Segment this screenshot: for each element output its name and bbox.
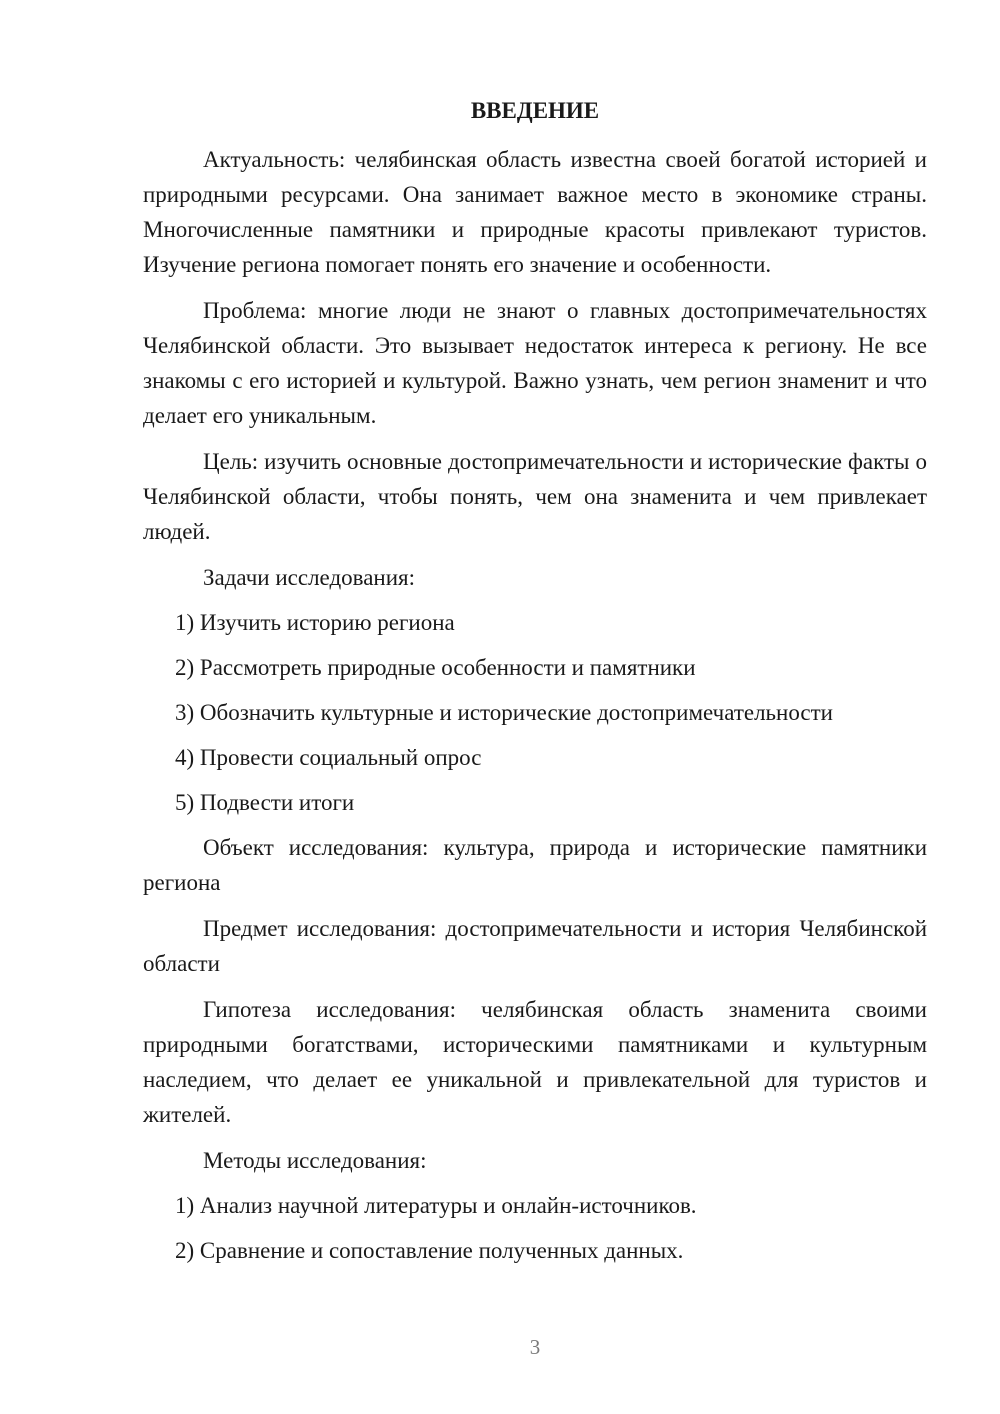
object-paragraph: Объект исследования: культура, природа и исторические памятники региона xyxy=(143,835,927,895)
tasks-list xyxy=(143,605,927,820)
list-item: 4) Провести социальный опрос xyxy=(175,745,482,770)
hypothesis-paragraph: Гипотеза исследования: челябинская область знаменита своими природными богатствами, историческими памятниками и культурным наследием, что делает ее уникальной и привлекательной для туристов и жителей. xyxy=(143,997,927,1127)
list-item: 1) Изучить историю региона xyxy=(175,610,455,635)
list-item: 2) Сравнение и сопоставление полученных данных. xyxy=(175,1238,684,1263)
problem-paragraph: Проблема: многие люди не знают о главных достопримечательностях Челябинской области. Это вызывает недостаток интереса к региону. Не все знакомы с его историей и культурой. Важно узнать, чем регион знаменит и что делает его уникальным. xyxy=(143,298,927,428)
page-number: 3 xyxy=(529,1335,541,1359)
section-title: ВВЕДЕНИЕ xyxy=(470,98,600,123)
list-item: 1) Анализ научной литературы и онлайн-источников. xyxy=(175,1193,697,1218)
methods-list xyxy=(143,1188,927,1268)
methods-heading: Методы исследования: xyxy=(203,1148,427,1173)
tasks-heading: Задачи исследования: xyxy=(203,565,416,590)
document-page xyxy=(143,94,927,1278)
list-item: 3) Обозначить культурные и исторические достопримечательности xyxy=(175,700,833,725)
subject-paragraph: Предмет исследования: достопримечательности и история Челябинской области xyxy=(143,916,927,976)
goal-paragraph: Цель: изучить основные достопримечательности и исторические факты о Челябинской области, чтобы понять, чем она знаменита и чем привлекает людей. xyxy=(143,449,927,544)
relevance-paragraph: Актуальность: челябинская область известна своей богатой историей и природными ресурсами. Она занимает важное место в экономике страны. Многочисленные памятники и природные красоты привлекают туристов. Изучение региона помогает понять его значение и особенности. xyxy=(143,147,927,277)
list-item: 2) Рассмотреть природные особенности и памятники xyxy=(175,655,696,680)
list-item: 5) Подвести итоги xyxy=(175,790,355,815)
